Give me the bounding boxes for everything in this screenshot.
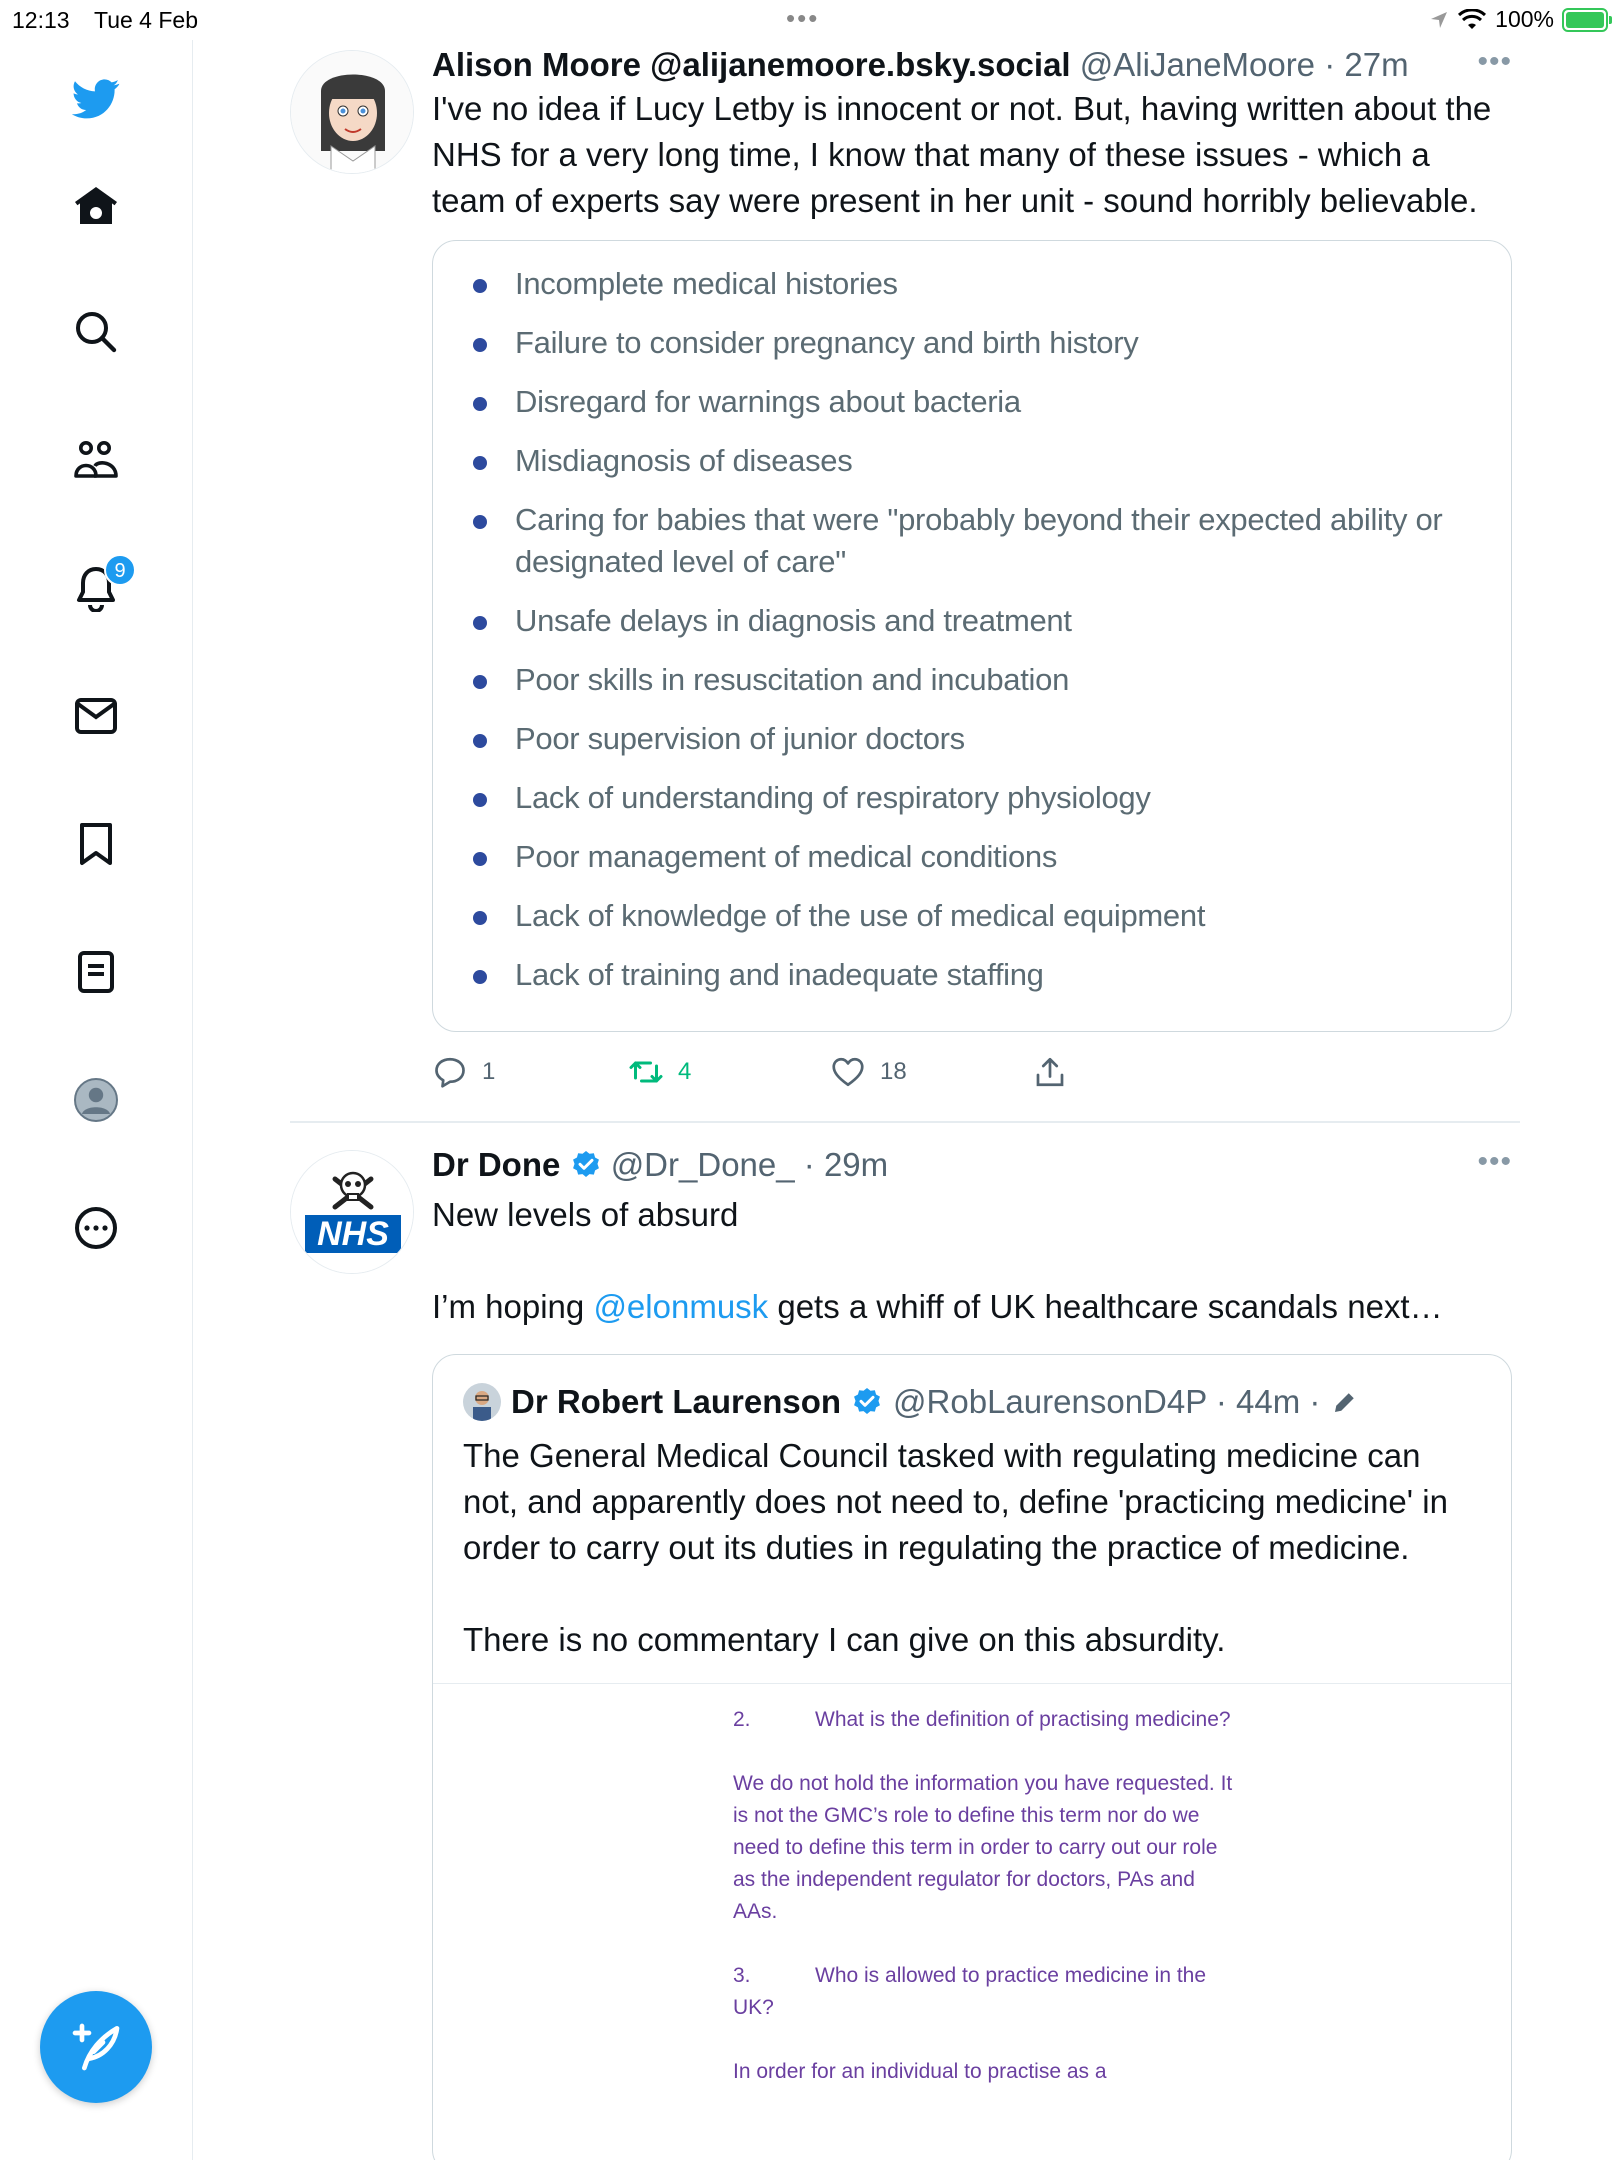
bullet-item: Lack of knowledge of the use of medical equipment (473, 895, 1511, 937)
bullet-item: Misdiagnosis of diseases (473, 440, 1511, 482)
doc-question-2: 2. What is the definition of practising medicine? (733, 1708, 1231, 1731)
bullet-item: Poor supervision of junior doctors (473, 718, 1511, 760)
twitter-logo[interactable] (66, 68, 126, 128)
reply-count: 1 (482, 1058, 496, 1085)
retweet-button[interactable] (628, 1054, 691, 1090)
tweet-time[interactable]: 27m (1344, 46, 1409, 83)
quoted-avatar[interactable] (463, 1383, 501, 1421)
wifi-icon (1457, 9, 1487, 31)
bullet-item: Lack of training and inadequate staffing (473, 954, 1511, 996)
heart-icon (830, 1054, 866, 1090)
avatar[interactable] (290, 50, 414, 174)
status-icons (1429, 6, 1608, 33)
tweet-divider (290, 1121, 1520, 1123)
avatar-icon (72, 1076, 120, 1124)
tweet-time[interactable]: 29m (823, 1146, 889, 1183)
more-options-icon[interactable]: ••• (1477, 45, 1512, 78)
tweet-text-line1: New levels of absurd (432, 1196, 739, 1233)
sidebar-item-profile[interactable] (66, 1070, 126, 1130)
quoted-tweet-text: The General Medical Council tasked with regulating medicine can not, and apparently does not need to, define 'practicing medicine' in order to carry out its duties in regulating the practice of medicine. There is no commentary I can give on this absurdity. (463, 1437, 1448, 1658)
nhs-logo: NHS (305, 1215, 401, 1253)
sidebar-item-lists[interactable] (66, 942, 126, 1002)
retweet-count: 4 (678, 1058, 692, 1085)
location-icon (1429, 10, 1449, 30)
tweet-header: Alison Moore @alijanemoore.bsky.social @AliJaneMoore · 27m (432, 46, 1409, 83)
avatar[interactable] (290, 1150, 414, 1274)
like-button[interactable] (830, 1054, 907, 1090)
mention-link[interactable]: @elonmusk (593, 1288, 769, 1325)
quoted-tweet-time: 44m (1235, 1383, 1301, 1420)
author-handle[interactable]: @Dr_Done_ (610, 1146, 795, 1183)
more-circle-icon (72, 1204, 120, 1252)
tweet-text-line2: I’m hoping @elonmusk gets a whiff of UK healthcare scandals next… (432, 1288, 1443, 1325)
bullet-item: Disregard for warnings about bacteria (473, 381, 1511, 423)
quoted-tweet-header: Dr Robert Laurenson @RobLaurensonD4P · 44m · (433, 1355, 1511, 1423)
bullet-item: Caring for babies that were "probably beyond their expected ability or designated level of care" (473, 499, 1511, 583)
bullet-item: Poor skills in resuscitation and incubation (473, 659, 1511, 701)
compose-tweet-button[interactable] (40, 1991, 152, 2103)
share-icon (1032, 1054, 1068, 1090)
timeline (193, 40, 1620, 2160)
date: Tue 4 Feb (94, 7, 198, 33)
sidebar-item-bookmarks[interactable] (66, 814, 126, 874)
quoted-author-handle[interactable]: @RobLaurensonD4P (893, 1383, 1207, 1420)
status-bar (0, 0, 1620, 40)
bullet-list (433, 241, 1511, 1031)
like-count: 18 (880, 1058, 907, 1085)
bullet-item: Lack of understanding of respiratory physiology (473, 777, 1511, 819)
tweet-text: I've no idea if Lucy Letby is innocent or not. But, having written about the NHS for a very long time, I know that many of these issues - which a team of experts say were present in her unit - sound horribly believable. (432, 90, 1492, 219)
more-options-icon[interactable]: ••• (1477, 1145, 1512, 1178)
notification-badge: 9 (104, 554, 136, 586)
sidebar-item-communities[interactable] (66, 430, 126, 490)
sidebar-item-more[interactable] (66, 1198, 126, 1258)
author-name[interactable]: Alison Moore @alijanemoore.bsky.social (432, 46, 1071, 83)
tweet[interactable] (290, 44, 1520, 1124)
doc-answer-2: We do not hold the information you have requested. It is not the GMC’s role to define this term nor do we need to define this term in order to carry out our role as the independent regulator for doctors, PAs and AAs. (733, 1772, 1233, 1923)
retweet-icon (628, 1054, 664, 1090)
bullet-item: Failure to consider pregnancy and birth history (473, 322, 1511, 364)
author-handle[interactable]: @AliJaneMoore (1079, 46, 1316, 83)
cartoon-avatar-image (291, 51, 414, 174)
quoted-document-image[interactable] (433, 1683, 1511, 2113)
bullet-item: Incomplete medical histories (473, 263, 1511, 305)
bird-icon (72, 74, 120, 122)
tweet-actions (432, 1054, 1512, 1102)
bullet-item: Poor management of medical conditions (473, 836, 1511, 878)
sidebar-item-home[interactable] (66, 176, 126, 236)
tweet-header: Dr Done @Dr_Done_ · 29m (432, 1146, 889, 1183)
battery-icon (1562, 8, 1608, 32)
sidebar-item-notifications[interactable] (66, 558, 126, 618)
doc-answer-3: In order for an individual to practise as a (733, 2060, 1107, 2083)
multitasking-dots-icon[interactable]: ••• (786, 3, 820, 33)
author-name[interactable]: Dr Done (432, 1146, 561, 1183)
reply-button[interactable] (432, 1054, 495, 1090)
clock: 12:13 (12, 7, 70, 33)
skull-nhs-avatar-image (291, 1151, 414, 1274)
battery-percent: 100% (1495, 6, 1554, 32)
share-button[interactable] (1032, 1054, 1068, 1090)
quoted-author-name[interactable]: Dr Robert Laurenson (511, 1383, 842, 1420)
bullet-item: Unsafe delays in diagnosis and treatment (473, 600, 1511, 642)
sidebar (0, 40, 193, 2160)
edited-pencil-icon (1330, 1387, 1360, 1417)
tweet[interactable] (290, 1144, 1520, 2160)
doc-question-3: 3. Who is allowed to practice medicine in the UK? (733, 1964, 1207, 2019)
people-icon (72, 436, 120, 484)
reply-icon (432, 1054, 468, 1090)
verified-badge-icon (570, 1149, 602, 1181)
feather-plus-icon (68, 2019, 124, 2075)
tweet-image[interactable] (432, 240, 1512, 1032)
search-icon (72, 308, 120, 356)
quoted-tweet[interactable] (432, 1354, 1512, 2160)
list-icon (72, 948, 120, 996)
bookmark-icon (72, 820, 120, 868)
sidebar-item-messages[interactable] (66, 686, 126, 746)
sidebar-item-explore[interactable] (66, 302, 126, 362)
mail-icon (72, 692, 120, 740)
home-icon (72, 182, 120, 230)
verified-badge-icon (851, 1386, 883, 1418)
